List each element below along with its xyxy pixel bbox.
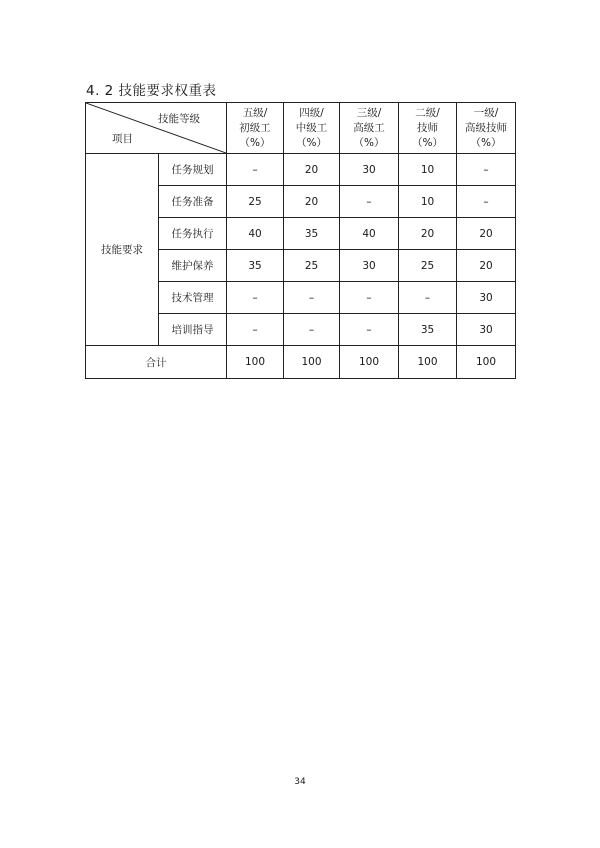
section-title: 4. 2 技能要求权重表	[86, 83, 217, 99]
level-header-3: 三级/ 高级工 （%）	[340, 103, 399, 154]
total-value: 100	[340, 346, 399, 379]
cell-value: –	[227, 314, 284, 346]
total-value: 100	[227, 346, 284, 379]
corner-item-label: 项目	[112, 133, 133, 145]
cell-value: 20	[399, 218, 457, 250]
cell-value: 35	[399, 314, 457, 346]
cell-value: 20	[284, 186, 340, 218]
level-header-2: 二级/ 技师 （%）	[399, 103, 457, 154]
cell-value: –	[340, 186, 399, 218]
row-name: 任务执行	[159, 218, 227, 250]
cell-value: –	[399, 282, 457, 314]
cell-value: 35	[227, 250, 284, 282]
cell-value: 10	[399, 154, 457, 186]
cell-value: –	[284, 282, 340, 314]
group-label: 技能要求	[86, 154, 159, 346]
row-name: 任务规划	[159, 154, 227, 186]
cell-value: 30	[457, 314, 516, 346]
total-value: 100	[399, 346, 457, 379]
cell-value: 20	[457, 250, 516, 282]
cell-value: –	[227, 154, 284, 186]
cell-value: 25	[227, 186, 284, 218]
cell-value: 20	[284, 154, 340, 186]
cell-value: 20	[457, 218, 516, 250]
corner-header-cell	[86, 103, 227, 154]
corner-level-label: 技能等级	[158, 113, 200, 125]
cell-value: –	[457, 154, 516, 186]
skill-weight-table	[85, 102, 516, 379]
cell-value: 35	[284, 218, 340, 250]
cell-value: 30	[340, 154, 399, 186]
total-value: 100	[284, 346, 340, 379]
page-number: 34	[294, 777, 306, 787]
level-header-1: 一级/ 高级技师 （%）	[457, 103, 516, 154]
row-name: 技术管理	[159, 282, 227, 314]
row-name: 任务准备	[159, 186, 227, 218]
diagonal-line	[86, 103, 226, 153]
cell-value: 25	[284, 250, 340, 282]
cell-value: 30	[340, 250, 399, 282]
cell-value: –	[340, 314, 399, 346]
cell-value: –	[457, 186, 516, 218]
cell-value: 30	[457, 282, 516, 314]
cell-value: –	[340, 282, 399, 314]
cell-value: 40	[227, 218, 284, 250]
total-label: 合计	[86, 346, 227, 379]
level-header-5: 五级/ 初级工 （%）	[227, 103, 284, 154]
row-name: 培训指导	[159, 314, 227, 346]
row-name: 维护保养	[159, 250, 227, 282]
cell-value: 40	[340, 218, 399, 250]
cell-value: –	[284, 314, 340, 346]
table-row	[86, 154, 516, 186]
header-row	[86, 103, 516, 154]
cell-value: 10	[399, 186, 457, 218]
cell-value: 25	[399, 250, 457, 282]
total-row	[86, 346, 516, 379]
cell-value: –	[227, 282, 284, 314]
level-header-4: 四级/ 中级工 （%）	[284, 103, 340, 154]
total-value: 100	[457, 346, 516, 379]
